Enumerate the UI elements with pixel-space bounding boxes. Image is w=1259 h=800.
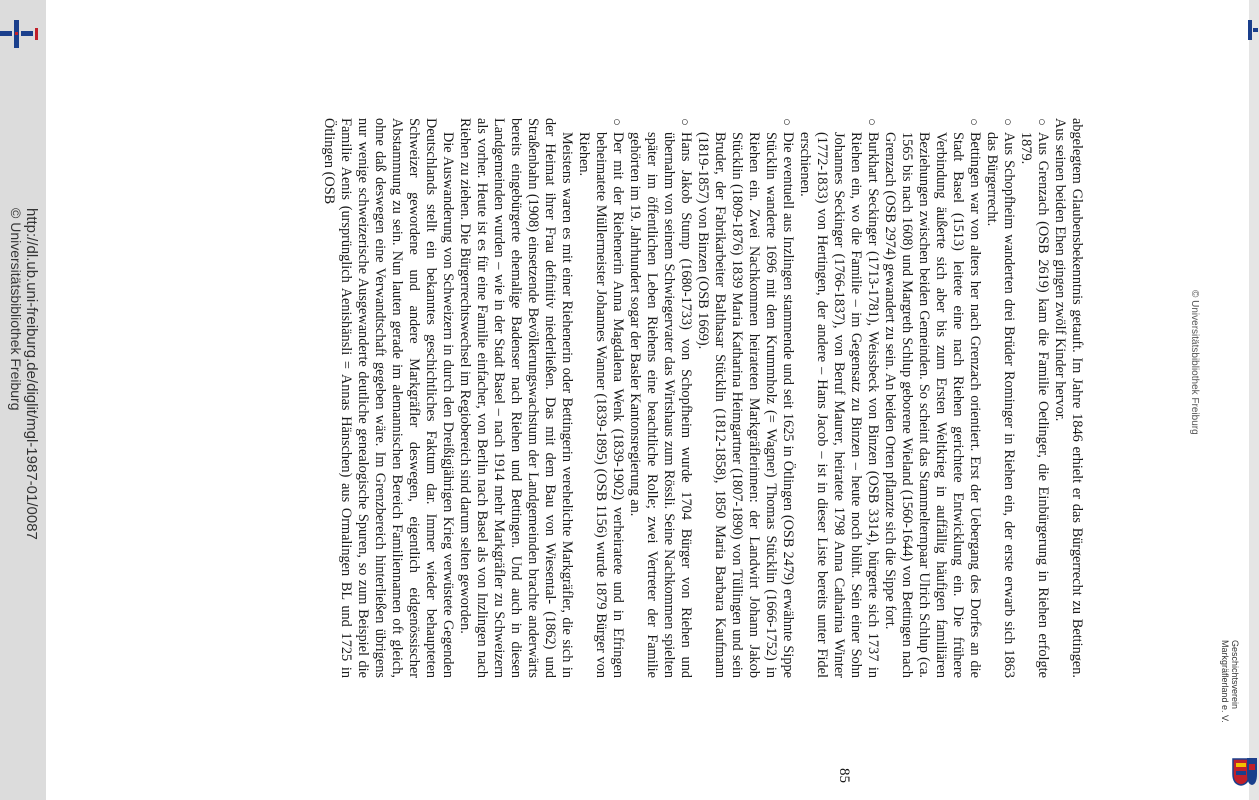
list-item: ○ Aus Grenzach (OSB 2619) kam die Familie Oetlinger, die Einbürgerung in Riehen erfolgte 1879. bbox=[1017, 118, 1051, 678]
paragraph: Meistens waren es mit einer Riehenerin oder Bettingerin verehelichte Markgräfler, die sich in der Heimat ihrer Frau definitiv niederließen. Das mit dem Bau von Wiesental- (1862) und Straßenbahn (1908) einsetzende Bevölkerungswachstum der Landgemeinden brachte anderwärts bereits eingebürgerte ehemalige Badenser nach Riehen und Bettingen. Und auch in diesen Landgemeinden wurden – wie in der Stadt Basel – nach 1914 mehr Markgräfler zu Schweizern als vorher. Heute ist es für eine Familie einfacher, von Berlin nach Basel als von Inzlingen nach Riehen zu ziehen. Die Bürgerrechtswechsel im Regiobereich sind darum selten geworden. bbox=[457, 118, 575, 678]
society-name: Geschichtsverein bbox=[1230, 640, 1240, 710]
list-item: ○ Aus Schopfheim wanderten drei Brüder Rominger in Riehen ein, der erste erwarb sich 1863 das Bürgerrecht. bbox=[983, 118, 1017, 678]
list-item: ○ Bettingen war von alters her nach Grenzach orientiert. Erst der Uebergang des Dorfes an die Stadt Basel (1513) leitete eine nach Riehen gerichtete Entwicklung ein. Die frühere Verbindung äußerte sich aber bis zum Ersten Weltkrieg in auffällig häufigen familiären Beziehungen zwischen beiden Gemeinden. So scheint das Stammelternpaar Ulrich Schlup (ca. 1565 bis nach 1608) und Margreth Schlup geborene Wieland (1560-1644) von Bettingen nach Grenzach (OSB 2974) gewandert zu sein. An beiden Orten pflanzte sich die Sippe fort. bbox=[881, 118, 983, 678]
right-edge-strip bbox=[1249, 0, 1259, 800]
copyright-fragment: © Universitätsbibliothek Freiburg bbox=[1189, 290, 1200, 435]
geschichtsverein-crest-icon bbox=[1246, 756, 1258, 786]
list-item: ○ Burkhart Seckinger (1713-1781), Weissbeck von Binzen (OSB 3314), bürgerte sich 1737 in Riehen ein, wo die Familie – im Gegensatz zu Binzen – heute noch blüht. Sein einer Sohn Johannes Seckinger (1766-1837), von Beruf Maurer, heiratete 1798 Anna Catharina Winter (1772-1833) von Hertingen, der andere – Hans Jacob – ist in dieser Liste bereits unter Fidel erschienen. bbox=[796, 118, 881, 678]
list-item: ○ Hans Jakob Stump (1680-1733) von Schopfheim wurde 1704 Bürger von Riehen und übernahm von seinem Schwiegervater das Wirtshaus zum Rössli. Seine Nachkommen spielten später im öffentlichen Leben Riehens eine beachtliche Rolle; zwei Vertreter der Familie gehörten im 19. Jahrhundert sogar der Basler Kantonsregierung an. bbox=[626, 118, 694, 678]
paragraph: abgelegtem Glaubensbekenntnis getauft. Im Jahre 1846 erhielt er das Bürgerrecht zu Bettingen. Aus seinen beiden Ehen gingen zwölf Kinder hervor. bbox=[1052, 118, 1085, 678]
list-item: ○ Die eventuell aus Inzlingen stammende und seit 1625 in Ötlingen (OSB 2479) erwähnte Sippe Stücklin wanderte 1696 mit dem Krummholz (= Wagner) Thomas Stücklin (1666-1752) in Riehen ein. Zwei Nachkommen heirateten Markgräflerinnen: der Landwirt Johann Jakob Stücklin (1809-1876) 1839 Maria Katharina Heimgartner (1807-1890) von Tüllingen und sein Bruder, der Fabrikarbeiter Balthasar Stücklin (1812-1858), 1850 Maria Barbara Kaufmann (1819-1857) von Binzen (OSB 1669). bbox=[694, 118, 796, 678]
list-item: ○ Der mit der Riehenerin Anna Magdalena Wenk (1839-1902) verheiratete und in Efringen beheimatete Müllermeister Johannes Wanner (1839-1895) (OSB 1156) wurde 1879 Bürger von Riehen. bbox=[575, 118, 626, 678]
ub-freiburg-logo-icon bbox=[0, 20, 40, 48]
copyright-notice: © Universitätsbibliothek Freiburg bbox=[8, 208, 24, 411]
paragraph: Die Auswanderung von Schweizern in durch den Dreißigjährigen Krieg verwüstete Gegenden Deutschlands stellt ein bekanntes geschichtliches Faktum dar. Immer wieder behaupteten Schweizer gewordene und andere Markgräfler deswegen, eigentlich eidgenössischer Abstammung zu sein. Nun lauten gerade im alemannischen Bereich Familiennamen oft gleich, ohne daß deswegen eine Verwandtschaft gegeben wäre. Im Grenzbereich hinterließen übrigens nur wenige schweizerische Ausgewanderte deutliche genealogische Spuren, so zum Beispiel die Familie Aenis (ursprünglich Aenishänsli = Annas Hänschen) aus Ormalingen BL und 1725 in Ötlingen (OSB bbox=[321, 118, 456, 678]
document-url[interactable]: http://dl.ub.uni-freiburg.de/diglit/mgl-1987-01/0087 bbox=[23, 208, 40, 540]
ub-freiburg-logo-icon bbox=[1246, 20, 1258, 40]
scanned-page-text bbox=[320, 118, 1085, 678]
society-region: Markgräflerland e. V. bbox=[1220, 640, 1230, 723]
page-number: 85 bbox=[836, 768, 852, 783]
